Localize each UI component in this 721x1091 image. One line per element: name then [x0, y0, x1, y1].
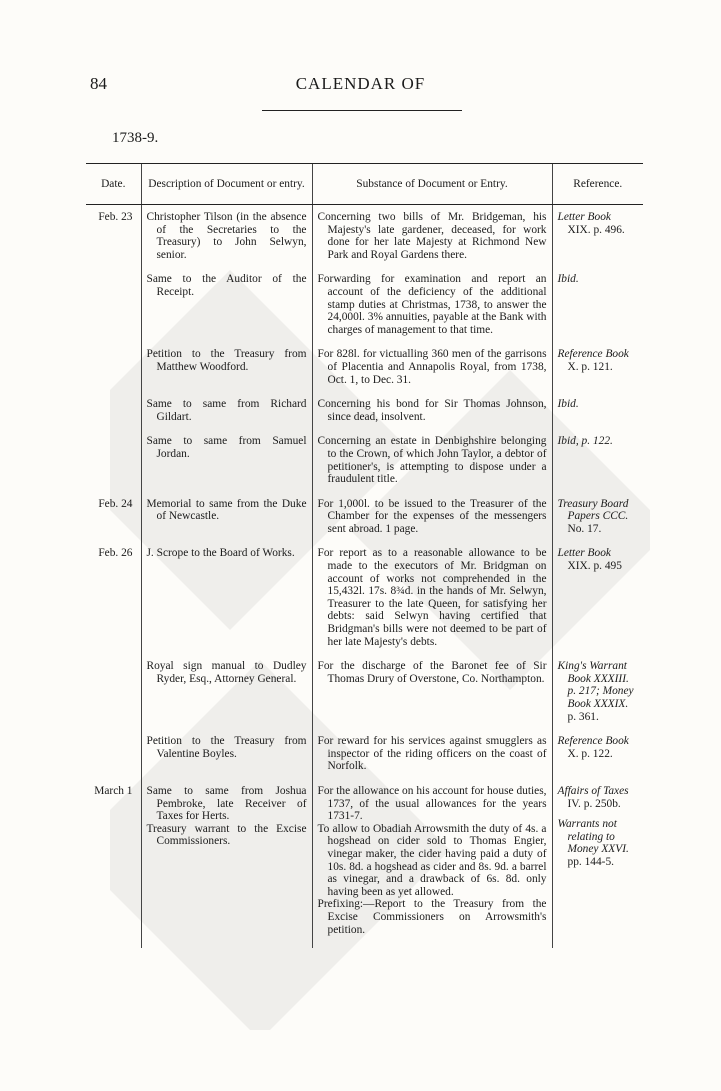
reference-line: pp. 144-5.	[567, 855, 615, 868]
entry-substance-text: Forwarding for examination and report an account of the deficiency of the additional stamp duties at Christmas, 1738, to answer the 24,000l. 3% annuities, payable at the Bank with charges of management to that time.	[317, 273, 547, 336]
entry-description	[141, 660, 312, 735]
entry-description-text: Same to same from Richard Gildart.	[146, 398, 307, 423]
entry-substance-text: For the allowance on his account for house duties, 1737, of the usual allowances for the years 1731-7.	[317, 784, 547, 823]
page-number: 84	[90, 74, 107, 93]
entry-description-text: J. Scrope to the Board of Works.	[146, 547, 295, 560]
entry-description	[141, 785, 312, 948]
entry-description-text: Memorial to same from the Duke of Newcastle.	[146, 497, 307, 523]
entry-substance-text: For reward for his services against smugglers as inspector of the riding officers on the coast of Norfolk.	[317, 735, 547, 773]
entry-description-text: Royal sign manual to Dudley Ryder, Esq., Attorney General.	[146, 660, 307, 685]
page-header	[0, 74, 721, 98]
reference-line: King's Warrant	[557, 660, 627, 673]
entry-substance	[312, 205, 552, 274]
table-header-row	[86, 164, 643, 205]
entry-substance	[312, 785, 552, 948]
table-row	[86, 435, 643, 497]
reference-line: Letter Book	[557, 211, 611, 223]
entry-reference	[552, 205, 643, 274]
reference-line: Treasury Board	[557, 497, 629, 510]
entry-description-text: Petition to the Treasury from Matthew Woodford.	[146, 348, 307, 373]
entry-reference	[552, 498, 643, 548]
entry-reference	[552, 273, 643, 348]
reference-line: X. p. 122.	[567, 747, 613, 760]
entry-date	[86, 435, 141, 497]
reference-line: Letter Book	[557, 547, 611, 560]
entry-reference	[552, 547, 643, 660]
entry-substance	[312, 498, 552, 548]
table-row	[86, 348, 643, 398]
entry-description-text: Same to same from Samuel Jordan.	[146, 435, 307, 460]
entry-date: Feb. 23	[98, 211, 133, 223]
entry-substance	[312, 348, 552, 398]
entry-description-text: Same to same from Joshua Pembroke, late Receiver of Taxes for Herts.	[146, 784, 307, 823]
reference-line: Money XXVI.	[567, 843, 629, 856]
reference-line: X. p. 121.	[567, 360, 613, 373]
column-header-description: Description of Document or entry.	[141, 164, 312, 205]
column-header-reference: Reference.	[552, 164, 643, 205]
title-rule	[262, 110, 462, 111]
entry-substance	[312, 547, 552, 660]
entry-substance	[312, 398, 552, 435]
entry-description	[141, 273, 312, 348]
entry-substance-text: For 1,000l. to be issued to the Treasurer of the Chamber for the expenses of the messengers sent abroad. 1 page.	[317, 497, 547, 535]
reference-line: Papers CCC.	[567, 510, 629, 523]
entry-date	[86, 660, 141, 735]
table-row	[86, 735, 643, 785]
table-row	[86, 785, 643, 948]
reference-line: Book XXXIII.	[567, 672, 629, 685]
table-row	[86, 398, 643, 435]
table-row	[86, 660, 643, 735]
entry-substance	[312, 435, 552, 497]
reference-line: Affairs of Taxes	[557, 784, 629, 797]
entry-date: Feb. 26	[98, 547, 133, 560]
column-header-date: Date.	[86, 164, 141, 205]
entry-date: March 1	[94, 784, 133, 797]
entry-description-text: Same to the Auditor of the Receipt.	[146, 273, 307, 298]
reference-line: Book XXXIX.	[567, 698, 629, 710]
entry-description	[141, 205, 312, 274]
reference-line: IV. p. 250b.	[567, 797, 621, 810]
entry-substance	[312, 660, 552, 735]
reference-line: Ibid.	[557, 398, 579, 411]
entry-substance	[312, 735, 552, 785]
entry-date	[86, 398, 141, 435]
table-row	[86, 273, 643, 348]
entry-reference	[552, 398, 643, 435]
reference-line: relating to	[567, 830, 615, 843]
entry-substance-text: Concerning his bond for Sir Thomas Johnson, since dead, insolvent.	[317, 398, 547, 423]
reference-line: No. 17.	[567, 522, 602, 535]
entry-description-text: Treasury warrant to the Excise Commissioners.	[146, 822, 307, 848]
entry-reference	[552, 435, 643, 497]
calendar-table	[86, 163, 643, 948]
entry-date	[86, 348, 141, 398]
entry-description	[141, 348, 312, 398]
entry-description-text: Christopher Tilson (in the absence of the Secretaries to the Treasury) to John Selwyn, senior.	[146, 211, 307, 261]
entry-substance-text: For 828l. for victualling 360 men of the garrisons of Placentia and Annapolis Royal, from 1738, Oct. 1, to Dec. 31.	[317, 348, 547, 386]
entry-reference	[552, 785, 643, 948]
entry-date	[86, 273, 141, 348]
entry-substance-text: Prefixing:—Report to the Treasury from the Excise Commissioners on Arrowsmith's petition.	[317, 898, 547, 936]
column-header-substance: Substance of Document or Entry.	[312, 164, 552, 205]
entry-description	[141, 735, 312, 785]
entry-description	[141, 398, 312, 435]
entry-reference	[552, 348, 643, 398]
entry-substance-text: For the discharge of the Baronet fee of Sir Thomas Drury of Overstone, Co. Northampton.	[317, 660, 547, 685]
entry-substance	[312, 273, 552, 348]
running-title: CALENDAR OF	[295, 74, 426, 93]
reference-line: Ibid.	[557, 273, 579, 286]
table-row	[86, 498, 643, 548]
reference-line: Warrants not	[557, 818, 617, 831]
reference-line: Ibid, p. 122.	[557, 435, 613, 448]
entry-date: Feb. 24	[98, 497, 133, 510]
reference-line: p. 361.	[567, 710, 599, 723]
reference-line: Reference Book	[557, 735, 629, 748]
entry-substance-text: To allow to Obadiah Arrowsmith the duty of 4s. a hogshead on cider sold to Thomas Engier, vinegar maker, the cider having paid a duty of 10s. 8d. a hogshead as cider and 8s. 9d. a barrel as vinegar, and a drawback of 6s. 8d. only having been as yet allowed.	[317, 822, 547, 898]
table-row	[86, 205, 643, 274]
entry-substance-text: Concerning an estate in Denbighshire belonging to the Crown, of which John Taylor, a debtor of petitioner's, is attempting to dispose under a fraudulent title.	[317, 435, 547, 486]
table-row	[86, 547, 643, 660]
entry-reference	[552, 660, 643, 735]
entry-description	[141, 547, 312, 660]
entry-reference	[552, 735, 643, 785]
reference-line: XIX. p. 495	[567, 560, 622, 573]
entry-description	[141, 498, 312, 548]
entry-description-text: Petition to the Treasury from Valentine Boyles.	[146, 735, 307, 760]
reference-line: XIX. p. 496.	[567, 223, 625, 236]
entry-description	[141, 435, 312, 497]
reference-line: p. 217; Money	[567, 685, 634, 698]
entry-substance-text: For report as to a reasonable allowance to be made to the executors of Mr. Bridgman on account of works not comprehended in the 15,432l. 17s. 8¾d. in the hands of Mr. Selwyn, Treasurer to the late Queen, for satisfying her debts: said Selwyn having certified that Bridgman's bills were not deemed to be part of her late Majesty's debts.	[317, 547, 547, 648]
entry-date	[86, 735, 141, 785]
entry-substance-text: Concerning two bills of Mr. Bridgeman, his Majesty's late gardener, deceased, for work done for her late Majesty at Richmond New Park and Royal Gardens there.	[317, 211, 547, 261]
reference-line: Reference Book	[557, 348, 629, 361]
year-heading: 1738-9.	[112, 130, 159, 146]
